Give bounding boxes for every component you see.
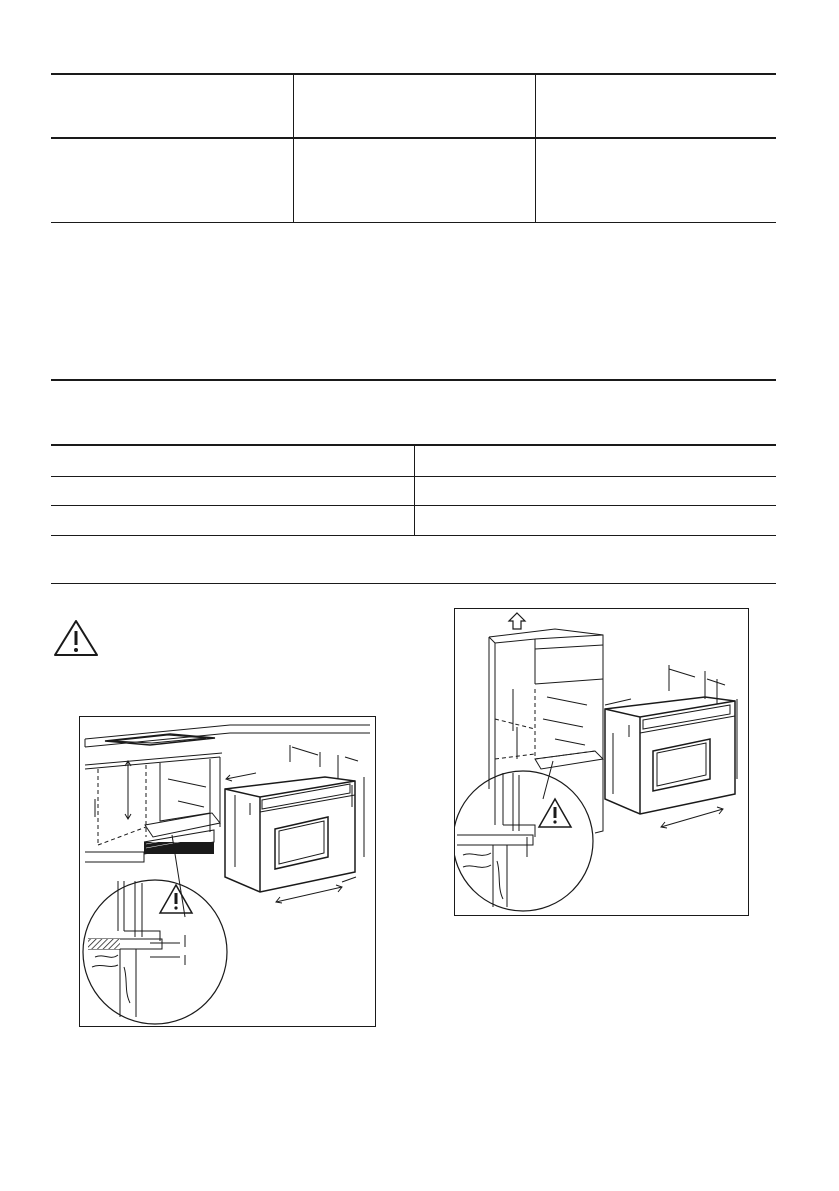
installation-section-rule — [51, 583, 776, 584]
dim-table-col-divider — [414, 445, 415, 535]
table-col-divider-2 — [535, 74, 536, 222]
table-top-rule — [51, 73, 776, 75]
dim-table-bottom-rule — [51, 535, 776, 536]
table-bottom-rule — [51, 222, 776, 223]
under-counter-drawing — [80, 717, 375, 1026]
table-header-rule — [51, 137, 776, 139]
column-drawing — [455, 609, 748, 915]
figure-column — [454, 608, 749, 916]
warning-triangle-icon — [53, 619, 99, 657]
table-col-divider-1 — [293, 74, 294, 222]
figure-under-counter — [79, 716, 376, 1027]
section-rule — [51, 379, 776, 381]
